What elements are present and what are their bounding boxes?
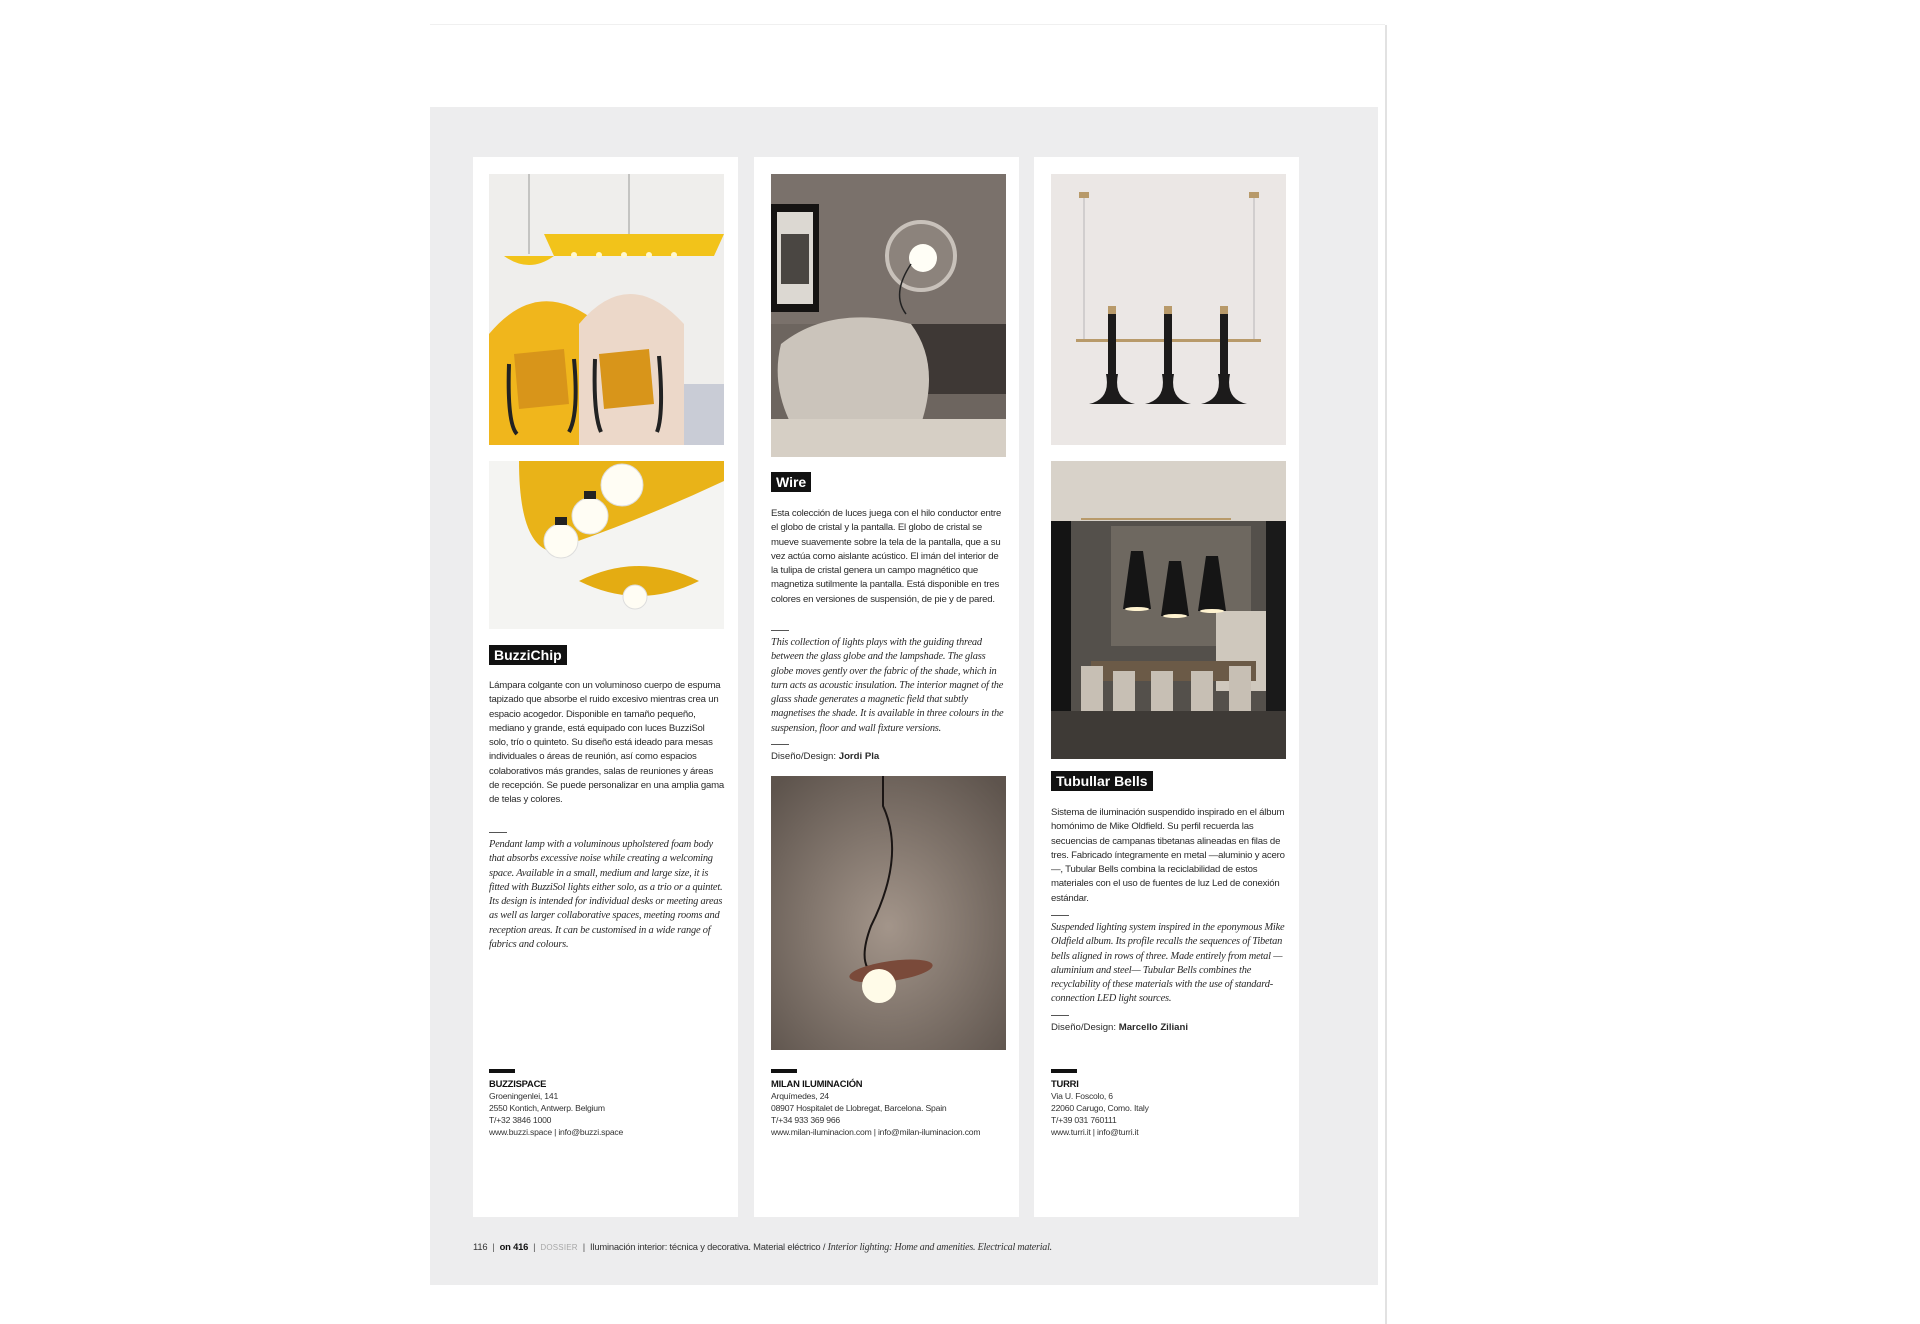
company-web-link[interactable]: www.buzzi.space | info@buzzi.space xyxy=(489,1127,624,1137)
footer-separator: | xyxy=(492,1241,495,1252)
company-phone: T/+34 933 369 966 xyxy=(771,1115,840,1125)
company-name: BUZZISPACE xyxy=(489,1078,547,1089)
text-divider xyxy=(771,630,789,631)
topic-es: Iluminación interior: técnica y decorativa. Material eléctrico / xyxy=(590,1241,826,1252)
section-label: DOSSIER xyxy=(540,1243,578,1252)
tubullar-bells-dining-photo xyxy=(1051,461,1286,759)
company-name: MILAN ILUMINACIÓN xyxy=(771,1078,863,1089)
page-top-edge xyxy=(430,24,1385,25)
company-name: TURRI xyxy=(1051,1078,1079,1089)
wire-bedroom-photo xyxy=(771,174,1006,457)
buzzichip-detail-photo xyxy=(489,461,724,629)
page-footer xyxy=(473,1241,1052,1253)
product-card-wire xyxy=(754,157,1019,1217)
text-divider xyxy=(771,744,789,745)
product-name-tag: BuzziChip xyxy=(489,645,567,665)
text-divider xyxy=(1051,1015,1069,1016)
magazine-issue: on 416 xyxy=(499,1241,529,1252)
company-address-line-1: Groeningenlei, 141 xyxy=(489,1091,559,1101)
wire-pendant-photo xyxy=(771,776,1006,1050)
company-web-link[interactable]: www.turri.it | info@turri.it xyxy=(1051,1127,1139,1137)
company-phone: T/+32 3846 1000 xyxy=(489,1115,552,1125)
topic-en: Interior lighting: Home and amenities. Electrical material. xyxy=(827,1242,1052,1253)
company-address-line-2: 08907 Hospitalet de Llobregat, Barcelona. Spain xyxy=(771,1103,947,1113)
designer-name: Jordi Pla xyxy=(838,751,880,762)
tubullar-bells-product-photo xyxy=(1051,174,1286,445)
footer-separator: | xyxy=(582,1241,586,1252)
company-phone: T/+39 031 760111 xyxy=(1051,1115,1117,1125)
description-en: Pendant lamp with a voluminous upholstered foam body that absorbs excessive noise while creating a welcoming space. Available in a small, medium and large size, it is fitted with BuzziSol lights either solo, as a trio or a quintet. Its design is intended for individual desks or meeting areas as well as larger collaborative spaces, meeting rooms and reception areas. It can be customised in a wide range of fabrics and colours. xyxy=(489,839,723,951)
company-address-line-1: Arquímedes, 24 xyxy=(771,1091,829,1101)
description-es: Lámpara colgante con un voluminoso cuerpo de espuma tapizado que absorbe el ruido excesivo mientras crea un espacio acogedor. Disponible en tamaño pequeño, mediano y grande, está equipado con luces BuzziSol solo, trío o quinteto. Su diseño está ideado para mesas individuales o áreas de reunión, así como espacios colaborativos más grandes, salas de reuniones y áreas de recepción. Se puede personalizar en una amplia gama de telas y colores. xyxy=(489,680,725,806)
buzzichip-room-photo xyxy=(489,174,724,445)
product-name-tag: Tubullar Bells xyxy=(1051,771,1153,791)
company-web-link[interactable]: www.milan-iluminacion.com | info@milan-iluminacion.com xyxy=(771,1127,981,1137)
company-address-line-2: 2550 Kontich, Antwerp. Belgium xyxy=(489,1103,605,1113)
company-address-line-2: 22060 Carugo, Como. Italy xyxy=(1051,1103,1149,1113)
text-divider xyxy=(489,832,507,833)
product-name-tag: Wire xyxy=(771,472,811,492)
credit-label: Diseño/Design: xyxy=(1051,1022,1117,1033)
footer-separator: | xyxy=(533,1241,536,1252)
description-es: Esta colección de luces juega con el hilo conductor entre el globo de cristal y la pantalla. El globo de cristal se mueve suavemente sobre la tela de la pantalla, que a su vez actúa como aislante acústico. El imán del interior de la tulipa de cristal genera un campo magnético que magnetiza sutilmente la pantalla. Está disponible en tres colores en versiones de suspensión, de pie y de pared. xyxy=(771,508,1002,605)
company-marker xyxy=(489,1069,515,1073)
company-marker xyxy=(771,1069,797,1073)
page-right-edge xyxy=(1385,25,1387,1324)
description-es: Sistema de iluminación suspendido inspirado en el álbum homónimo de Mike Oldfield. Su perfil recuerda las secuencias de campanas tibetanas alineadas en filas de tres. Fabricado íntegramente en metal —aluminio y acero—, Tubular Bells combina la reciclabilidad de estos materiales con el uso de fuentes de luz Led de conexión estándar. xyxy=(1051,807,1285,904)
text-divider xyxy=(1051,915,1069,916)
designer-credit xyxy=(1051,1022,1188,1033)
company-marker xyxy=(1051,1069,1077,1073)
product-card-buzzichip xyxy=(473,157,738,1217)
designer-credit xyxy=(771,751,879,762)
credit-label: Diseño/Design: xyxy=(771,751,837,762)
company-address-line-1: Via U. Foscolo, 6 xyxy=(1051,1091,1113,1101)
page-number: 116 xyxy=(473,1241,488,1252)
description-en: This collection of lights plays with the guiding thread between the glass globe and the lampshade. The glass globe moves gently over the fabric of the shade, which in turn acts as acoustic insulation. The interior magnet of the glass shade generates a magnetic field that subtly magnetises the shade. It is available in three colours in the suspension, floor and wall fixture versions. xyxy=(771,637,1004,734)
product-card-tubullar-bells xyxy=(1034,157,1299,1217)
designer-name: Marcello Ziliani xyxy=(1118,1022,1189,1033)
description-en: Suspended lighting system inspired in the eponymous Mike Oldfield album. Its profile recalls the sequences of Tibetan bells aligned in rows of three. Made entirely from metal —aluminium and steel— Tubular Bells combines the recyclability of these materials with the use of standard-connection LED light sources. xyxy=(1051,922,1285,1005)
